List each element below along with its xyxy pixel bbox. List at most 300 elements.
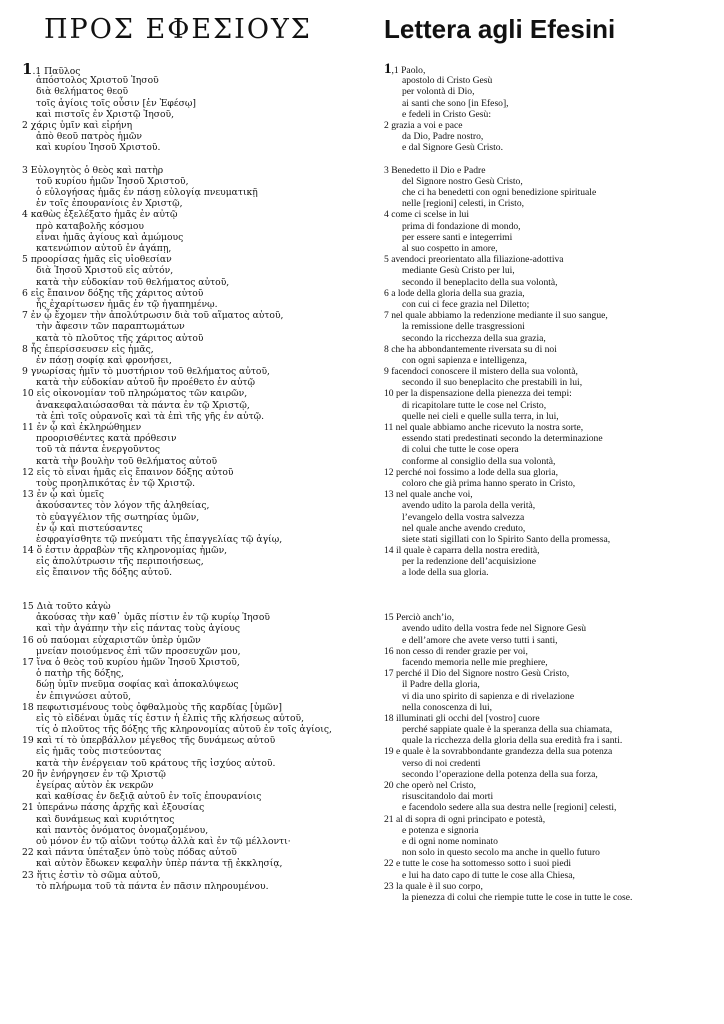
greek-line — [22, 187, 368, 198]
greek-line — [22, 713, 368, 724]
italian-line — [384, 489, 720, 500]
greek-line-text: εἰς οἰκονομίαν τοῦ πληρώματος τῶν καιρῶν, — [33, 388, 248, 400]
italian-line — [384, 847, 720, 858]
italian-line — [384, 131, 720, 142]
greek-line-text: εἰς ἔπαινον δόξης τῆς χάριτος αὐτοῦ — [27, 287, 204, 299]
italian-line — [384, 746, 720, 757]
italian-line — [384, 836, 720, 847]
greek-line — [22, 746, 368, 757]
verse-number: 9 — [384, 366, 389, 378]
italian-line — [384, 758, 720, 769]
verse-number: 6 — [22, 287, 28, 299]
greek-line — [22, 825, 368, 836]
greek-line-text: καὶ παντὸς ὀνόματος ὀνομαζομένου, — [36, 824, 209, 836]
greek-line-text: ἐν ᾧ καὶ ὑμεῖς — [33, 489, 105, 501]
greek-line — [22, 556, 368, 567]
italian-line — [384, 288, 720, 299]
greek-line — [22, 355, 368, 366]
greek-line-text: οὐ παύομαι εὐχαριστῶν ὑπὲρ ὑμῶν — [33, 634, 201, 646]
verse-number: 22 — [384, 858, 394, 870]
italian-line — [384, 254, 720, 265]
italian-line-text: per la dispensazione della pienezza dei tempi: — [393, 388, 572, 400]
italian-line — [384, 299, 720, 310]
greek-line-text: τοῦ κυρίου ἡμῶν Ἰησοῦ Χριστοῦ, — [36, 175, 189, 187]
italian-line-text: grazia a voi e pace — [388, 119, 463, 131]
greek-line — [22, 433, 368, 444]
italian-line-text: e facendolo sedere alla sua destra nelle [regioni] celesti, — [402, 802, 617, 814]
italian-line — [384, 176, 720, 187]
italian-line — [384, 422, 720, 433]
greek-line-text: καὶ τὴν ἀγάπην τὴν εἰς πάντας τοὺς ἁγίους — [36, 623, 241, 635]
italian-line-text: secondo l’operazione della potenza della sua forza, — [402, 768, 598, 780]
verse-number: 8 — [22, 343, 28, 355]
greek-line — [22, 623, 368, 634]
italian-line — [384, 198, 720, 209]
greek-line — [22, 601, 368, 612]
italian-line — [384, 668, 720, 679]
paragraph-gap — [22, 154, 368, 165]
italian-line-text: quelle nei cieli e quelle sulla terra, in lui, — [402, 410, 559, 422]
greek-line-text: ὅ ἐστιν ἀρραβὼν τῆς κληρονομίας ἡμῶν, — [33, 545, 228, 557]
greek-line-text: προορίσας ἡμᾶς εἰς υἱοθεσίαν — [27, 254, 172, 266]
italian-line — [384, 556, 720, 567]
greek-line-text: ἐσφραγίσθητε τῷ πνεύματι τῆς ἐπαγγελίας τῷ ἁγίῳ, — [36, 533, 283, 545]
italian-line — [384, 870, 720, 881]
greek-line-text: ἧς ἐπερίσσευσεν εἰς ἡμᾶς, — [27, 343, 154, 355]
italian-text — [384, 61, 720, 903]
italian-line — [384, 377, 720, 388]
italian-line — [384, 858, 720, 869]
italian-line-text: prima di fondazione di mondo, — [402, 220, 521, 232]
greek-line-text: ἣν ἐνήργησεν ἐν τῷ Χριστῷ — [33, 768, 166, 780]
italian-line-text: secondo il beneplacito della sua volontà, — [402, 276, 558, 288]
greek-line-text: ἐν ᾧ ἔχομεν τὴν ἀπολύτρωσιν διὰ τοῦ αἵματος αὐτοῦ, — [27, 310, 284, 322]
verse-number: 19 — [22, 735, 34, 747]
greek-line — [22, 98, 368, 109]
verse-number: 7 — [22, 310, 28, 322]
greek-line-text: χάρις ὑμῖν καὶ εἰρήνη — [27, 119, 133, 131]
italian-line-text: e lui ha dato capo di tutte le cose alla Chiesa, — [402, 869, 575, 881]
italian-line — [384, 444, 720, 455]
italian-line-text: e dal Signore Gesù Cristo. — [402, 142, 503, 154]
italian-line-text: e di ogni nome nominato — [402, 835, 498, 847]
greek-line-text: καὶ τί τὸ ὑπερβάλλον μέγεθος τῆς δυνάμεως αὐτοῦ — [33, 735, 276, 747]
italian-line-text: nel quale abbiamo anche ricevuto la nostra sorte, — [393, 422, 584, 433]
greek-line — [22, 814, 368, 825]
italian-line — [384, 265, 720, 276]
greek-line-text: ἧς ἐχαρίτωσεν ἡμᾶς ἐν τῷ ἠγαπημένῳ. — [36, 298, 218, 310]
greek-line — [22, 534, 368, 545]
greek-line-text: καὶ καθίσας ἐν δεξιᾷ αὐτοῦ ἐν τοῖς ἐπουρανίοις — [36, 791, 262, 803]
italian-line-text: apostolo di Cristo Gesù — [402, 75, 493, 87]
greek-line — [22, 467, 368, 478]
italian-line — [384, 791, 720, 802]
greek-line — [22, 802, 368, 813]
greek-line-text: ἵνα ὁ θεὸς τοῦ κυρίου ἡμῶν Ἰησοῦ Χριστοῦ, — [33, 656, 240, 668]
italian-line — [384, 724, 720, 735]
italian-line — [384, 679, 720, 690]
verse-number: 21 — [384, 813, 394, 825]
greek-line — [22, 769, 368, 780]
italian-line-text: nel quale anche voi, — [393, 489, 473, 501]
italian-line — [384, 310, 720, 321]
greek-line-text: πεφωτισμένους τοὺς ὀφθαλμοὺς τῆς καρδίας [ὑμῶν] — [33, 701, 282, 713]
italian-line — [384, 478, 720, 489]
italian-line-text: di colui che tutte le cose opera — [402, 444, 519, 456]
greek-line — [22, 512, 368, 523]
greek-line-text: Εὐλογητὸς ὁ θεὸς καὶ πατὴρ — [27, 164, 164, 176]
greek-line-text: ἐν ἐπιγνώσει αὐτοῦ, — [36, 690, 132, 702]
italian-line — [384, 456, 720, 467]
greek-line — [22, 109, 368, 120]
greek-line-text: τὸ εὐαγγέλιον τῆς σωτηρίας ὑμῶν, — [36, 511, 200, 523]
italian-line-text: di ricapitolare tutte le cose nel Cristo, — [402, 399, 547, 411]
italian-line-text: e quale è la sovrabbondante grandezza della sua potenza — [393, 746, 613, 758]
greek-line — [22, 388, 368, 399]
greek-line — [22, 523, 368, 534]
italian-line — [384, 321, 720, 332]
italian-line — [384, 567, 720, 578]
italian-line — [384, 657, 720, 668]
italian-line — [384, 333, 720, 344]
italian-line — [384, 646, 720, 657]
verse-number: 4 — [22, 209, 28, 221]
paragraph-gap — [384, 154, 720, 165]
italian-line-text: siete stati sigillati con lo Spirito Santo della promessa, — [402, 533, 611, 545]
greek-line — [22, 444, 368, 455]
greek-line-text: προορισθέντες κατὰ πρόθεσιν — [36, 433, 177, 445]
italian-line — [384, 400, 720, 411]
greek-line-text: εἰς τὸ εἶναι ἡμᾶς εἰς ἔπαινον δόξης αὐτοῦ — [33, 466, 234, 478]
italian-line-text: risuscitandolo dai morti — [402, 791, 494, 803]
greek-line — [22, 724, 368, 735]
italian-line — [384, 500, 720, 511]
verse-number: 3 — [384, 164, 389, 176]
verse-number: 18 — [384, 712, 394, 724]
verse-number: 14 — [384, 545, 394, 557]
greek-line — [22, 400, 368, 411]
greek-paragraph — [22, 601, 368, 892]
greek-line — [22, 321, 368, 332]
italian-line — [384, 165, 720, 176]
greek-line — [22, 366, 368, 377]
italian-line-text: che ci ha benedetti con ogni benedizione spirituale — [402, 187, 597, 199]
italian-line — [384, 713, 720, 724]
verse-number: 19 — [384, 746, 394, 758]
italian-line-text: mediante Gesù Cristo per lui, — [402, 265, 515, 277]
italian-line-text: il Padre della gloria, — [402, 679, 480, 691]
verse-number: 17 — [384, 668, 394, 680]
greek-line-text: ὁ πατὴρ τῆς δόξης, — [36, 668, 124, 680]
italian-line — [384, 86, 720, 97]
greek-line — [22, 142, 368, 153]
verse-number: 7 — [384, 310, 389, 322]
italian-line-text: e tutte le cose ha sottomesso sotto i suoi piedi — [393, 858, 572, 870]
greek-line-text: ἀκούσαντες τὸν λόγον τῆς ἀληθείας, — [36, 500, 210, 512]
greek-line — [22, 881, 368, 892]
greek-line — [22, 679, 368, 690]
italian-title: Lettera agli Efesini — [384, 14, 616, 44]
italian-line-text: al di sopra di ogni principato e potestà, — [393, 813, 546, 825]
italian-line-text: nel quale anche avendo creduto, — [402, 522, 526, 534]
italian-line-text: e dell’amore che avete verso tutti i santi, — [402, 634, 558, 646]
greek-line — [22, 836, 368, 847]
greek-line-text: γνωρίσας ἡμῖν τὸ μυστήριον τοῦ θελήματος αὐτοῦ, — [27, 366, 270, 378]
italian-line-text: facendo memoria nelle mie preghiere, — [402, 656, 548, 668]
italian-line-text: quale la ricchezza della gloria della sua eredità fra i santi. — [402, 735, 623, 747]
greek-line — [22, 858, 368, 869]
verse-number: 20 — [384, 780, 394, 791]
greek-line — [22, 333, 368, 344]
greek-line — [22, 657, 368, 668]
greek-line-text: Διὰ τοῦτο κἀγὼ — [33, 601, 111, 612]
greek-line — [22, 243, 368, 254]
italian-line-text: avendoci preorientato alla filiazione-adottiva — [388, 254, 564, 266]
greek-line — [22, 422, 368, 433]
greek-line — [22, 265, 368, 276]
italian-line-text: verso di noi credenti — [402, 757, 481, 769]
greek-line — [22, 567, 368, 578]
verse-number: 15 — [22, 601, 34, 612]
verse-number: 20 — [22, 768, 34, 780]
italian-line — [384, 221, 720, 232]
italian-line-text: illuminati gli occhi del [vostro] cuore — [393, 712, 540, 724]
italian-line-text: la pienezza di colui che riempie tutte le cose in tutte le cose. — [402, 891, 633, 903]
italian-line-text: secondo la ricchezza della sua grazia, — [402, 332, 546, 344]
greek-line-text: τίς ὁ πλοῦτος τῆς δόξης τῆς κληρονομίας αὐτοῦ ἐν τοῖς ἁγίοις, — [36, 724, 332, 736]
italian-line-text: perché noi fossimo a lode della sua gloria, — [393, 466, 558, 478]
greek-line — [22, 299, 368, 310]
greek-line — [22, 635, 368, 646]
greek-line-text: ἐν ᾧ καὶ ἐκληρώθημεν — [33, 422, 142, 433]
greek-line — [22, 870, 368, 881]
greek-line — [22, 612, 368, 623]
italian-line — [384, 98, 720, 109]
chapter-number: 1 — [22, 60, 33, 78]
verse-number: 16 — [22, 634, 34, 646]
italian-line-text: il quale è caparra della nostra eredità, — [393, 545, 540, 557]
greek-line — [22, 209, 368, 220]
italian-line — [384, 109, 720, 120]
italian-line-text: perché sappiate quale è la speranza della sua chiamata, — [402, 724, 613, 736]
italian-line-text: avendo udito la parola della verità, — [402, 500, 536, 512]
verse-number: 13 — [22, 489, 34, 501]
greek-line — [22, 758, 368, 769]
verse-number: 13 — [384, 489, 394, 501]
greek-line-text: ἀκούσας τὴν καθ᾽ ὑμᾶς πίστιν ἐν τῷ κυρίῳ Ἰησοῦ — [36, 612, 270, 624]
italian-line — [384, 277, 720, 288]
greek-line-text: κατὰ τὴν εὐδοκίαν αὐτοῦ ἣν προέθετο ἐν αὐτῷ — [36, 377, 255, 389]
greek-line — [22, 120, 368, 131]
verse-number: 12 — [22, 466, 34, 478]
verse-number: 21 — [22, 802, 34, 814]
greek-text — [22, 60, 368, 892]
italian-line — [384, 232, 720, 243]
italian-line — [384, 344, 720, 355]
greek-line-text: μνείαν ποιούμενος ἐπὶ τῶν προσευχῶν μου, — [36, 645, 241, 657]
greek-line — [22, 131, 368, 142]
greek-line-text: κατὰ τὴν εὐδοκίαν τοῦ θελήματος αὐτοῦ, — [36, 276, 230, 288]
greek-line-text: καὶ κυρίου Ἰησοῦ Χριστοῦ. — [36, 142, 161, 154]
greek-title: ΠΡΟΣ ΕΦΕΣΙΟΥΣ — [44, 14, 312, 45]
italian-line — [384, 691, 720, 702]
greek-line — [22, 377, 368, 388]
verse-number: 10 — [22, 388, 34, 400]
italian-line-text: Benedetto il Dio e Padre — [388, 164, 486, 176]
greek-line-text: τὴν ἄφεσιν τῶν παραπτωμάτων — [36, 321, 185, 333]
greek-line — [22, 277, 368, 288]
italian-line — [384, 61, 720, 77]
italian-line-text: la remissione delle trasgressioni — [402, 321, 525, 333]
greek-line-text: ἀπὸ θεοῦ πατρὸς ἡμῶν — [36, 131, 142, 143]
italian-line — [384, 780, 720, 791]
greek-line-text: καὶ δυνάμεως καὶ κυριότητος — [36, 813, 175, 825]
italian-line — [384, 142, 720, 153]
paragraph-gap — [22, 590, 368, 601]
greek-line-text: εἰς ἔπαινον τῆς δόξης αὐτοῦ. — [36, 567, 173, 579]
italian-line-text: con ogni sapienza e intelligenza, — [402, 354, 527, 366]
greek-line — [22, 478, 368, 489]
italian-line-text: per volontà di Dio, — [402, 86, 475, 98]
italian-line-text: ,1 Paolo, — [391, 65, 426, 76]
verse-number: 17 — [22, 656, 34, 668]
greek-line — [22, 221, 368, 232]
chapter-number: 1 — [384, 61, 392, 77]
verse-number: 10 — [384, 388, 394, 400]
italian-line — [384, 735, 720, 746]
italian-line-text: avendo udito della vostra fede nel Signore Gesù — [402, 623, 587, 635]
greek-line — [22, 702, 368, 713]
greek-line — [22, 344, 368, 355]
verse-number: 5 — [384, 254, 389, 266]
greek-line-text: ἐν τοῖς ἐπουρανίοις ἐν Χριστῷ, — [36, 198, 183, 210]
italian-line — [384, 814, 720, 825]
greek-line-text: εἰς ἡμᾶς τοὺς πιστεύοντας — [36, 746, 162, 758]
italian-paragraph — [384, 61, 720, 154]
italian-line-text: l’evangelo della vostra salvezza — [402, 511, 525, 523]
italian-line — [384, 635, 720, 646]
italian-line — [384, 411, 720, 422]
greek-line-text: διὰ Ἰησοῦ Χριστοῦ εἰς αὐτόν, — [36, 265, 174, 277]
italian-line — [384, 366, 720, 377]
greek-line-text: δώῃ ὑμῖν πνεῦμα σοφίας καὶ ἀποκαλύψεως — [36, 679, 239, 691]
greek-line-text: ἐν ᾧ καὶ πιστεύσαντες — [36, 522, 143, 534]
greek-line-text: .1 Παῦλος — [32, 66, 81, 77]
greek-line — [22, 668, 368, 679]
greek-line — [22, 456, 368, 467]
italian-line-text: ai santi che sono [in Efeso], — [402, 97, 509, 109]
verse-number: 14 — [22, 545, 34, 557]
italian-line — [384, 825, 720, 836]
italian-line — [384, 75, 720, 86]
greek-line — [22, 60, 368, 78]
greek-line-text: τὸ πλήρωμα τοῦ τὰ πάντα ἐν πᾶσιν πληρουμένου. — [36, 880, 269, 892]
italian-paragraph — [384, 165, 720, 579]
greek-line — [22, 254, 368, 265]
greek-line — [22, 288, 368, 299]
italian-line-text: che ha abbondantemente riversata su di noi — [388, 343, 557, 355]
italian-line-text: per la redenzione dell’acquisizione — [402, 556, 536, 568]
greek-paragraph — [22, 60, 368, 154]
italian-line — [384, 802, 720, 813]
italian-line-text: conforme al consiglio della sua volontà, — [402, 455, 556, 467]
italian-line — [384, 523, 720, 534]
italian-line-text: a lode della gloria della sua grazia, — [388, 287, 525, 299]
italian-line-text: per essere santi e integerrimi — [402, 231, 513, 243]
greek-line — [22, 165, 368, 176]
italian-line — [384, 467, 720, 478]
italian-line-text: Perciò anch’io, — [393, 612, 455, 624]
verse-number: 23 — [22, 869, 34, 881]
greek-line-text: καὶ πάντα ὑπέταξεν ὑπὸ τοὺς πόδας αὐτοῦ — [33, 847, 237, 859]
greek-line — [22, 847, 368, 858]
verse-number: 5 — [22, 254, 28, 266]
italian-line — [384, 623, 720, 634]
italian-line — [384, 545, 720, 556]
italian-line-text: perché il Dio del Signore nostro Gesù Cristo, — [393, 668, 570, 680]
verse-number: 8 — [384, 343, 389, 355]
greek-line-text: εἶναι ἡμᾶς ἁγίους καὶ ἀμώμους — [36, 231, 184, 243]
italian-line-text: del Signore nostro Gesù Cristo, — [402, 175, 523, 187]
italian-line — [384, 243, 720, 254]
greek-line-text: ἀνακεφαλαιώσασθαι τὰ πάντα ἐν τῷ Χριστῷ, — [36, 399, 250, 411]
italian-line-text: e fedeli in Cristo Gesù: — [402, 108, 491, 120]
greek-line — [22, 75, 368, 86]
italian-line-text: che operò nel Cristo, — [393, 780, 476, 791]
paragraph-gap — [384, 590, 720, 601]
italian-line — [384, 433, 720, 444]
italian-line-text: come ci scelse in lui — [388, 209, 469, 221]
greek-line — [22, 489, 368, 500]
italian-line — [384, 881, 720, 892]
verse-number: 22 — [22, 847, 34, 859]
italian-line — [384, 209, 720, 220]
verse-number: 23 — [384, 880, 394, 892]
paragraph-gap — [384, 579, 720, 590]
greek-line — [22, 176, 368, 187]
greek-line-text: ὁ εὐλογήσας ἡμᾶς ἐν πάσῃ εὐλογίᾳ πνευματικῇ — [36, 187, 258, 199]
italian-line — [384, 388, 720, 399]
italian-line-text: a lode della sua gloria. — [402, 567, 489, 579]
italian-line — [384, 612, 720, 623]
greek-line — [22, 232, 368, 243]
paragraph-gap — [384, 601, 720, 612]
greek-line — [22, 86, 368, 97]
italian-line-text: la quale è il suo corpo, — [393, 880, 483, 892]
greek-line-text: εἰς τὸ εἰδέναι ὑμᾶς τίς ἐστιν ἡ ἐλπὶς τῆς κλήσεως αὐτοῦ, — [36, 712, 305, 724]
italian-line — [384, 769, 720, 780]
greek-line — [22, 411, 368, 422]
italian-line-text: da Dio, Padre nostro, — [402, 131, 484, 143]
italian-line-text: facendoci conoscere il mistero della sua volontà, — [388, 366, 578, 378]
italian-line — [384, 355, 720, 366]
verse-number: 9 — [22, 366, 28, 378]
greek-line-text: ἐν πάσῃ σοφίᾳ καὶ φρονήσει, — [36, 354, 172, 366]
italian-line — [384, 512, 720, 523]
greek-line — [22, 310, 368, 321]
italian-line — [384, 702, 720, 713]
greek-line-text: πρὸ καταβολῆς κόσμου — [36, 220, 144, 232]
greek-line-text: ἐγείρας αὐτὸν ἐκ νεκρῶν — [36, 780, 154, 791]
greek-line — [22, 500, 368, 511]
greek-line-text: κατενώπιον αὐτοῦ ἐν ἀγάπῃ, — [36, 243, 172, 254]
greek-line-text: ὑπεράνω πάσης ἀρχῆς καὶ ἐξουσίας — [33, 802, 205, 814]
greek-line-text: κατὰ τὴν ἐνέργειαν τοῦ κράτους τῆς ἰσχύος αὐτοῦ. — [36, 757, 276, 769]
italian-line-text: essendo stati predestinati secondo la determinazione — [402, 433, 603, 445]
greek-line — [22, 780, 368, 791]
greek-line-text: καὶ αὐτὸν ἔδωκεν κεφαλὴν ὑπὲρ πάντα τῇ ἐκκλησίᾳ, — [36, 858, 283, 870]
verse-number: 15 — [384, 612, 394, 624]
